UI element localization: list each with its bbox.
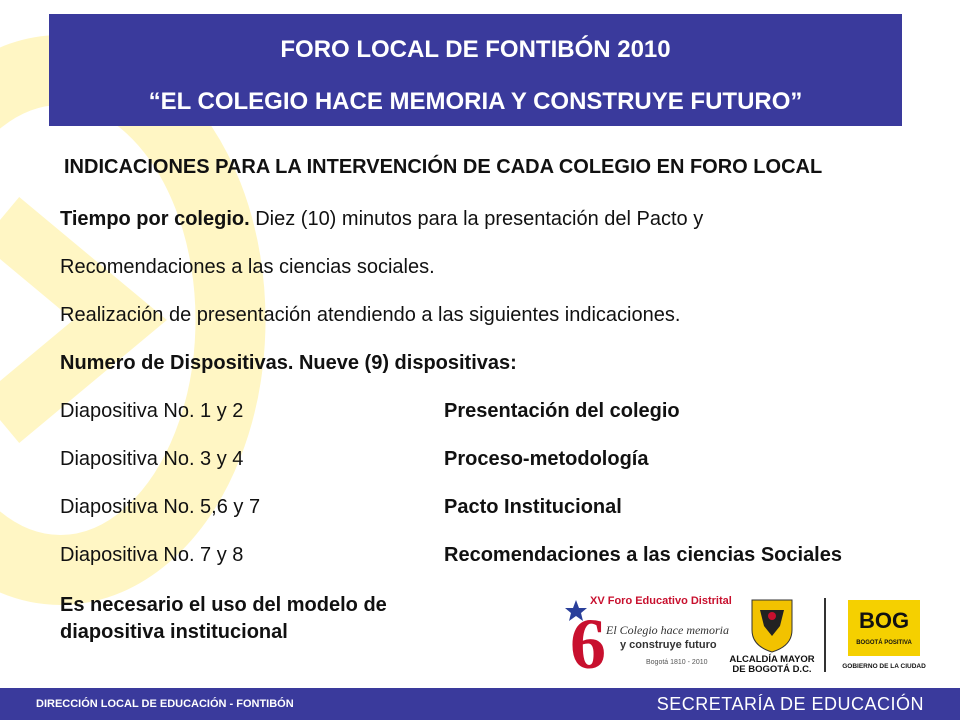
numero-text: Nueve (9) dispositivas:: [293, 352, 517, 374]
foro-years: Bogotá 1810 - 2010: [646, 659, 708, 666]
tiempo-text: Diez (10) minutos para la presentación del Pacto y: [249, 208, 704, 230]
foro-educativo-logo: [566, 590, 732, 684]
bog-sub: BOGOTÁ POSITIVA: [856, 640, 912, 646]
logo-divider: [824, 598, 826, 672]
tiempo-label: Tiempo por colegio.: [60, 208, 250, 230]
slide-row-left: Diapositiva No. 5,6 y 7: [60, 496, 261, 518]
alcaldia-shield-logo: [728, 596, 816, 674]
tiempo-line-2: Recomendaciones a las ciencias sociales.: [60, 256, 435, 278]
foro-title-text: XV Foro Educativo Distrital: [590, 595, 732, 607]
tiempo-line: [60, 208, 703, 231]
footer-left-text: DIRECCIÓN LOCAL DE EDUCACIÓN - FONTIBÓN: [36, 698, 294, 710]
title-banner: [49, 14, 902, 126]
note-text: Es necesario el uso del modelo de diapositiva institucional: [60, 594, 387, 643]
foro-slogan-1: El Colegio hace memoria: [606, 623, 729, 637]
realizacion-line: Realización de presentación atendiendo a las siguientes indicaciones.: [60, 304, 681, 326]
alcaldia-line-2: DE BOGOTÁ D.C.: [732, 664, 812, 675]
footer-right-text: SECRETARÍA DE EDUCACIÓN: [656, 694, 924, 714]
section-heading: INDICACIONES PARA LA INTERVENCIÓN DE CADA COLEGIO EN FORO LOCAL: [64, 156, 823, 178]
title-line-2: “EL COLEGIO HACE MEMORIA Y CONSTRUYE FUTURO”: [148, 88, 803, 115]
foro-slogan-2: y construye futuro: [620, 639, 717, 651]
slide-row-right: Presentación del colegio: [444, 400, 680, 422]
bog-caption: GOBIERNO DE LA CIUDAD: [842, 663, 926, 670]
slide-row-left: Diapositiva No. 1 y 2: [60, 400, 244, 422]
slide-row-right: Pacto Institucional: [444, 496, 622, 518]
bog-text: BOG: [858, 608, 910, 633]
slide-row-right: Recomendaciones a las ciencias Sociales: [444, 544, 842, 566]
slide-row-left: Diapositiva No. 3 y 4: [60, 448, 244, 470]
alcaldia-line-1: ALCALDÍA MAYOR: [729, 654, 815, 665]
slide-row-left: Diapositiva No. 7 y 8: [60, 544, 244, 566]
slide-row-right: Proceso-metodología: [444, 448, 649, 470]
bogota-positiva-logo: [842, 598, 926, 672]
numero-label: Numero de Dispositivas.: [60, 352, 294, 374]
svg-text:6: 6: [570, 604, 606, 684]
numero-line: [60, 352, 517, 375]
title-line-1: FORO LOCAL DE FONTIBÓN 2010: [280, 36, 671, 63]
